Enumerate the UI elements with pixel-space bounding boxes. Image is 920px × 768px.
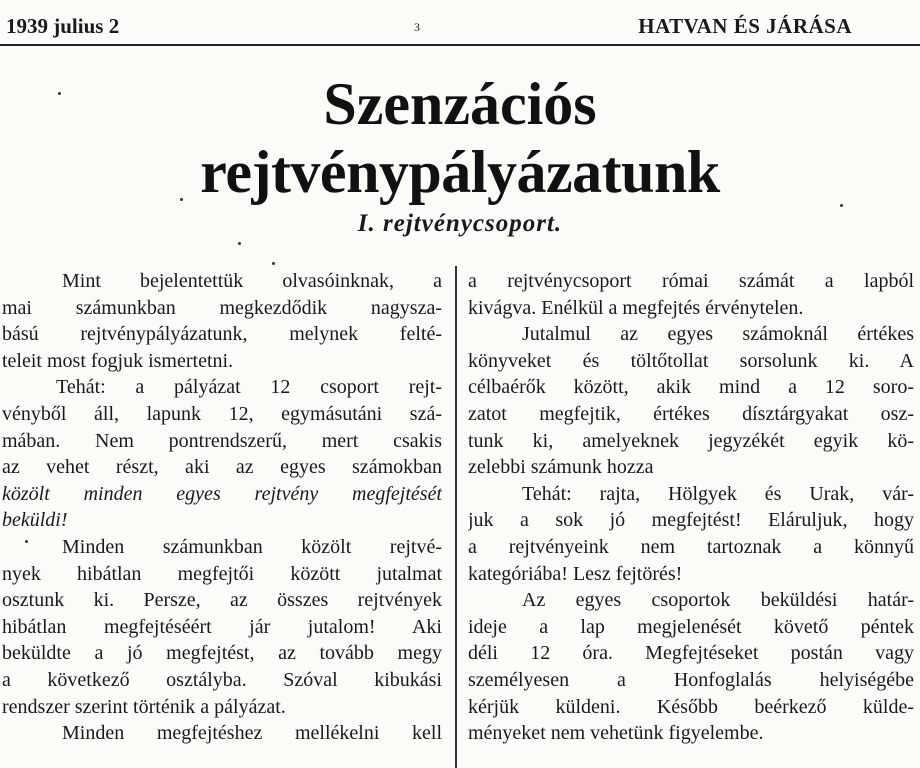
scan-speck: [58, 92, 61, 95]
right-column: [468, 268, 914, 747]
text-line: Az egyes csoportok beküldési határ-: [522, 589, 914, 612]
scan-speck: [25, 540, 28, 543]
text-line: Jutalmul az egyes számoknál értékes: [522, 323, 914, 346]
issue-date: 1939 julius 2: [6, 14, 120, 38]
text-line: könyveket és töltőtollat sorsolunk ki. A: [468, 349, 914, 372]
subheadline: I. rejtvénycsoport.: [357, 210, 563, 237]
text-line: Minden megfejtéshez mellékelni kell: [62, 722, 442, 745]
text-line: osztunk ki. Persze, az összes rejtvények: [2, 589, 442, 612]
text-line: déli 12 óra. Megfejtéseket postán vagy: [468, 642, 914, 665]
text-line: Tehát: rajta, Hölgyek és Urak, vár-: [522, 482, 914, 505]
text-line: a következő osztályba. Szóval kibukási: [2, 668, 442, 691]
text-line: Minden számunkban közölt rejtvé-: [62, 535, 442, 558]
text-line: kérjük küldeni. Később beérkező külde-: [468, 695, 914, 718]
text-line: ideje a lap megjelenését követő péntek: [468, 615, 914, 638]
text-line: a rejtvényeink nem tartoznak a könnyű: [468, 535, 914, 558]
text-line: hibátlan megfejtéséért jár jutalom! Aki: [2, 615, 442, 638]
page-number: 3: [414, 20, 420, 34]
text-line: rendszer szerint történik a pályázat.: [2, 695, 286, 718]
text-line: mai számunkban megkezdődik nagysza-: [2, 296, 442, 319]
text-line: juk a sok jó megfejtést! Eláruljuk, hogy: [468, 509, 914, 532]
scan-speck: [180, 198, 183, 201]
headline-line-2: rejtvénypályázatunk: [200, 139, 720, 205]
text-line: mában. Nem pontrendszerű, mert csakis: [2, 429, 442, 452]
text-line: kivágva. Enélkül a megfejtés érvénytelen.: [468, 296, 804, 319]
text-line: tunk ki, amelyeknek jegyzékét egyik kö-: [468, 429, 914, 452]
text-line: bású rejtvénypályázatunk, melynek felté-: [2, 323, 442, 346]
text-line: teleit most fogjuk ismertetni.: [2, 349, 234, 372]
scan-speck: [238, 242, 241, 245]
text-line: vényből áll, lapunk 12, egymásutáni szá-: [2, 402, 442, 425]
text-line: zatot megfejtik, értékes dísztárgyakat osz-: [468, 402, 914, 425]
text-line: nyek hibátlan megfejtői között jutalmat: [2, 562, 442, 585]
scan-speck: [840, 204, 843, 207]
text-line: Mint bejelentettük olvasóinknak, a: [62, 270, 442, 292]
text-line: közölt minden egyes rejtvény megfejtését: [2, 482, 442, 505]
publication-name: HATVAN ÉS JÁRÁSA: [638, 14, 852, 38]
text-line: az vehet részt, aki az egyes számokban: [2, 456, 442, 479]
text-line: beküldte a jó megfejtést, az tovább megy: [2, 642, 442, 665]
text-line: Tehát: a pályázat 12 csoport rejt-: [56, 376, 442, 399]
text-line: beküldi!: [2, 509, 68, 532]
text-line: zelebbi számunk hozza: [468, 456, 654, 479]
page-header: [0, 8, 920, 46]
left-column: [2, 268, 442, 747]
scan-speck: [272, 262, 275, 265]
column-divider: [455, 266, 457, 768]
headline-line-1: Szenzációs: [323, 71, 597, 137]
text-line: kategóriába! Lesz fejtörés!: [468, 562, 683, 585]
text-line: személyesen a Honfoglalás helyiségébe: [468, 668, 914, 691]
text-line: célbaérők között, akik mind a 12 soro-: [468, 376, 914, 399]
text-line: ményeket nem vehetünk figyelembe.: [468, 722, 764, 745]
text-line: a rejtvénycsoport római számát a lapból: [468, 270, 914, 292]
